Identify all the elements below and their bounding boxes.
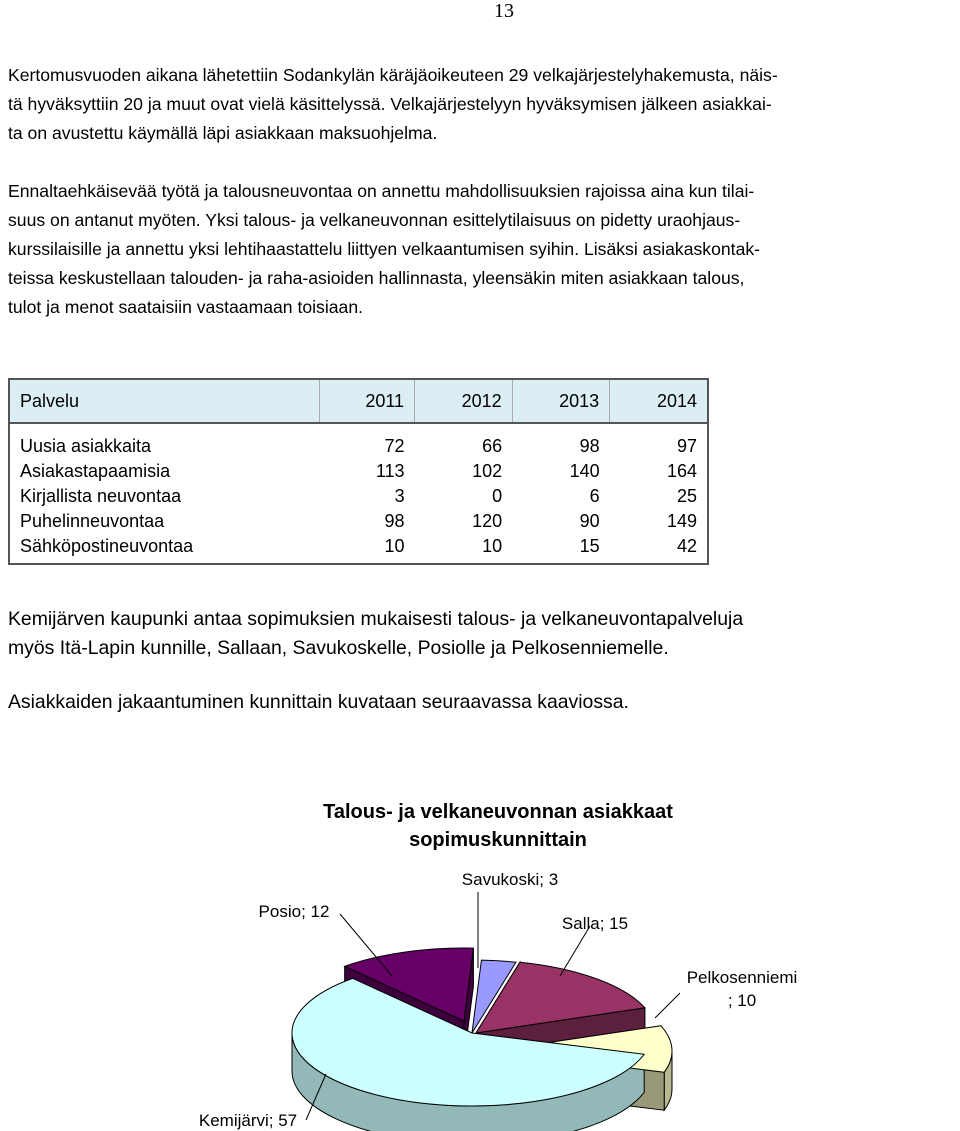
services-table xyxy=(8,378,709,565)
paragraph-line: tulot ja menot saataisiin vastaamaan toisiaan. xyxy=(8,297,364,317)
paragraph-line: suus on antanut myöten. Yksi talous- ja velkaneuvonnan esittelytilaisuus on pidetty uraohjaus- xyxy=(8,210,741,230)
cell-value: 66 xyxy=(482,436,503,456)
paragraph-preventive-work xyxy=(8,177,953,322)
paragraph-line: tä hyväksyttiin 20 ja muut ovat vielä käsittelyssä. Velkajärjestelyyn hyväksymisen jälkeen asiakkai- xyxy=(8,94,772,114)
paragraph-municipal-agreements xyxy=(8,605,743,663)
row-label: Kirjallista neuvontaa xyxy=(20,486,182,506)
cell-value: 25 xyxy=(676,486,697,506)
chart-title-line-1: Talous- ja velkaneuvonnan asiakkaat xyxy=(323,801,673,823)
cell-value: 3 xyxy=(394,486,405,506)
cell-value: 0 xyxy=(492,486,503,506)
table-row xyxy=(9,434,708,459)
header-2011: 2011 xyxy=(319,379,414,423)
slice-label-pelkosenniemi: ; 10 xyxy=(727,991,757,1010)
table-row xyxy=(9,509,708,534)
slice-label-posio: Posio; 12 xyxy=(258,902,330,921)
header-service: Palvelu xyxy=(9,379,319,423)
slice-label-savukoski: Savukoski; 3 xyxy=(461,870,559,889)
paragraph-chart-intro xyxy=(8,688,629,717)
cell-value: 72 xyxy=(384,436,405,456)
table-header-row xyxy=(9,379,708,423)
slice-label-kemijärvi: Kemijärvi; 57 xyxy=(198,1111,298,1130)
cell-value: 15 xyxy=(579,536,600,556)
header-2012: 2012 xyxy=(415,379,513,423)
paragraph-line: Kemijärven kaupunki antaa sopimuksien mukaisesti talous- ja velkaneuvontapalveluja xyxy=(8,608,744,630)
cell-value: 42 xyxy=(676,536,697,556)
pie-chart xyxy=(0,780,960,1131)
slice-label-salla: Salla; 15 xyxy=(561,914,629,933)
cell-value: 98 xyxy=(579,436,600,456)
table-row xyxy=(9,484,708,509)
cell-value: 98 xyxy=(384,511,405,531)
cell-value: 10 xyxy=(482,536,503,556)
cell-value: 10 xyxy=(384,536,405,556)
row-label: Uusia asiakkaita xyxy=(20,436,152,456)
cell-value: 149 xyxy=(666,511,697,531)
cell-value: 140 xyxy=(569,461,600,481)
paragraph-line: myös Itä-Lapin kunnille, Sallaan, Savukoskelle, Posiolle ja Pelkosenniemelle. xyxy=(8,637,669,659)
header-2014: 2014 xyxy=(610,379,708,423)
cell-value: 113 xyxy=(375,461,405,481)
cell-value: 164 xyxy=(666,461,697,481)
cell-value: 102 xyxy=(472,461,503,481)
leader-line-salla xyxy=(560,926,590,976)
row-label: Puhelinneuvontaa xyxy=(20,511,165,531)
paragraph-debt-arrangement xyxy=(8,61,953,148)
paragraph-line: Asiakkaiden jakaantuminen kunnittain kuvataan seuraavassa kaaviossa. xyxy=(8,691,629,713)
row-label: Asiakastapaamisia xyxy=(20,461,171,481)
row-label: Sähköpostineuvontaa xyxy=(20,536,194,556)
page-number: 13 xyxy=(494,0,514,22)
cell-value: 6 xyxy=(589,486,600,506)
cell-value: 90 xyxy=(579,511,600,531)
paragraph-line: teissa keskustellaan talouden- ja raha-asioiden hallinnasta, yleensäkin miten asiakkaan talous, xyxy=(8,268,745,288)
header-2013: 2013 xyxy=(512,379,610,423)
paragraph-line: ta on avustettu käymällä läpi asiakkaan maksuohjelma. xyxy=(8,123,438,143)
table-row xyxy=(9,534,708,564)
table-row xyxy=(9,459,708,484)
cell-value: 120 xyxy=(472,511,503,531)
leader-line-pelkosenniemi xyxy=(655,993,680,1018)
slice-label-pelkosenniemi: Pelkosenniemi xyxy=(686,968,798,987)
cell-value: 97 xyxy=(676,436,697,456)
paragraph-line: Ennaltaehkäisevää työtä ja talousneuvontaa on annettu mahdollisuuksien rajoissa aina kun tilai- xyxy=(8,181,755,201)
chart-title-line-2: sopimuskunnittain xyxy=(409,829,587,851)
paragraph-line: Kertomusvuoden aikana lähetettiin Sodankylän käräjäoikeuteen 29 velkajärjestelyhakemusta, näis- xyxy=(8,65,778,85)
paragraph-line: kurssilaisille ja annettu yksi lehtihaastattelu liittyen velkaantumisen syihin. Lisäksi asiakaskontak- xyxy=(8,239,761,259)
